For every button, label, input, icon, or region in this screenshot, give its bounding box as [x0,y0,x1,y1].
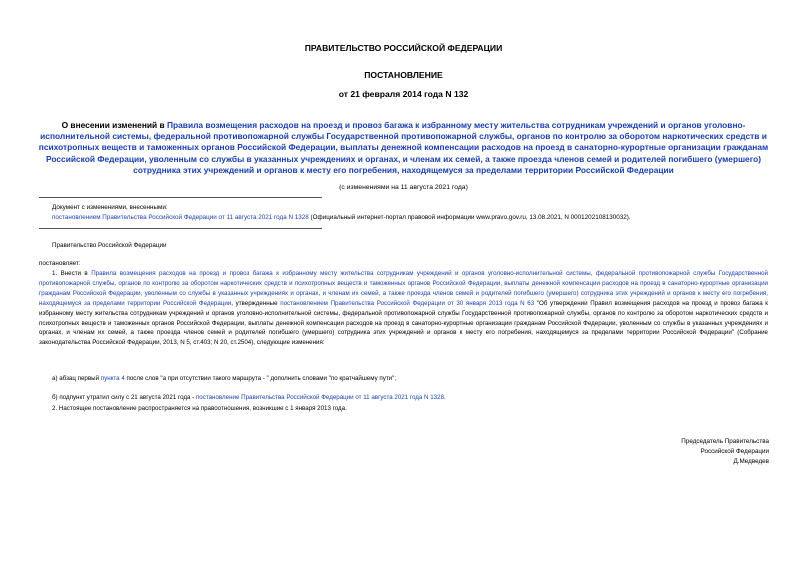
p1-decree-link[interactable]: постановлением Правительства Российской Федерации от 30 января 2013 года N 63 [280,299,535,307]
divider-top [39,197,322,198]
document-title [30,120,777,176]
sub-a-start: а) абзац первый [52,375,101,382]
signature-org: Российской Федерации [700,448,769,455]
date-number-heading: от 21 февраля 2014 года N 132 [338,89,469,99]
sub-b-end: . [444,394,446,401]
sub-a-clause-link[interactable]: пункта 4 [100,375,125,382]
decrees-label: постановляет: [39,260,81,267]
changes-decree-link[interactable]: постановлением Правительства Российской Федерации от 11 августа 2021 года N 1328 [52,214,309,221]
sub-b-decree-link[interactable]: постановление Правительства Российской Федерации от 11 августа 2021 года N 1328 [195,394,445,401]
amendment-note: (с изменениями на 11 августа 2021 года) [339,184,468,191]
subparagraph-a [52,374,768,384]
changes-reference [52,214,631,221]
sub-a-end: после слов "а при отсутствии такого маршрута - " дополнить словами "по кратчайшему пути"; [124,375,397,382]
changes-source: (Официальный интернет-портал правовой информации www.pravo.gov.ru, 13.08.2021, N 0001202108130032). [308,214,631,221]
changes-heading: Документ с изменениями, внесенными: [52,204,168,211]
signature-title: Председатель Правительства [681,438,769,445]
divider-bottom [39,228,322,229]
p1-mid: , утвержденные [231,299,281,307]
sub-b-start: б) подпункт утратил силу с 21 августа 2021 года - [52,394,196,401]
issuer: Правительство Российской Федерации [52,242,167,249]
title-rules-link[interactable]: Правила возмещения расходов на проезд и провоз багажа к избранному месту жительства сотрудникам учреждений и органов уголовно-исполнительной системы, федеральной противопожарной службы Государственной противопожарной службы, органов по контролю за оборотом наркотических средств и психотропных веществ и таможенных органов Российской Федерации, выплаты денежной компенсации расходов на проезд в санаторно-курортные организации гражданам Российской Федерации, уволенным со службы в указанных учреждениях и органах, и членам их семей, а также проезда членов семей и родителей погибшего (умершего) сотрудника этих учреждений и органов к месту его погребения, находящемуся за пределами территории Российской Федерации [38,120,769,175]
p1-start: 1. Внести в [52,270,92,277]
title-prefix: О внесении изменений в [61,120,168,130]
subparagraph-b [52,393,768,403]
p1-end: "Об утверждении Правил возмещения расходов на проезд и провоз багажа к избранному месту жительства сотрудникам учреждений и органов уголовно-исполнительной системы, федеральной противопожарной службы Государственной противопожарной службы, органов по контролю за оборотом наркотических средств и психотропных веществ и таможенных органов Российской Федерации, выплаты денежной компенсации расходов на проезд в санаторно-курортные организации гражданам Российской Федерации, уволенным со службы в указанных учреждениях и органах, и членам их семей, а также проезда членов семей и родителей погибшего (умершего) сотрудника этих учреждений и органов к месту его погребения, находящемуся за пределами территории Российской Федерации" (Собрание законодательства Российской Федерации, 2013, N 5, ст.403; N 20, ст.2504), следующие изменения: [39,299,768,347]
paragraph-1 [39,269,768,348]
paragraph-2: 2. Настоящее постановление распространяется на правоотношения, возникшие с 1 января 2013 года. [52,405,347,412]
document-type-heading: ПОСТАНОВЛЕНИЕ [364,70,443,80]
signature-name: Д.Медведев [733,458,769,465]
government-heading: ПРАВИТЕЛЬСТВО РОССИЙСКОЙ ФЕДЕРАЦИИ [304,43,503,53]
p1-rules-link[interactable]: Правила возмещения расходов на проезд и провоз багажа к избранному месту жительства сотрудникам учреждений и органов уголовно-исполнительной системы, федеральной противопожарной службы Государственной противопожарной службы, органов по контролю за оборотом наркотических средств и психотропных веществ и таможенных органов Российской Федерации, выплаты денежной компенсации расходов на проезд в санаторно-курортные организации гражданам Российской Федерации, уволенным со службы в указанных учреждениях и органах, и членам их семей, а также проезда членов семей и родителей погибшего (умершего) сотрудника этих учреждений и органов к месту его погребения, находящемуся за пределами территории Российской Федерации [39,270,768,307]
